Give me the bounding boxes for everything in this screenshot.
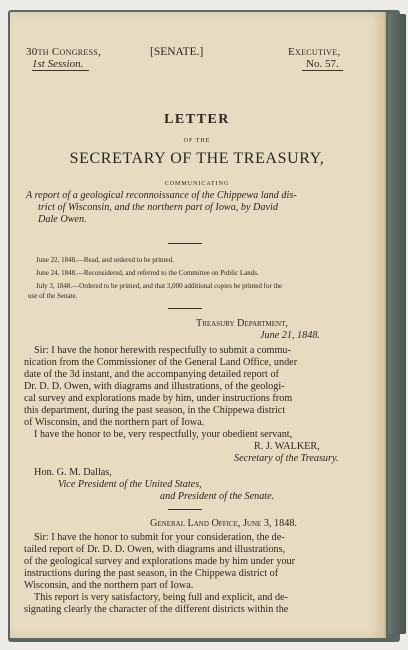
letter2-line-2: tailed report of Dr. D. D. Owen, with diagrams and illustrations, bbox=[24, 544, 286, 555]
letter1-date: June 21, 1848. bbox=[260, 330, 320, 341]
addressee-title-2: and President of the Senate. bbox=[160, 491, 275, 502]
addressee-title-1: Vice President of the United States, bbox=[58, 479, 202, 490]
section-divider-3 bbox=[168, 509, 202, 510]
letter1-line-4: Dr. D. D. Owen, with diagrams and illustrations, of the geologi- bbox=[24, 381, 285, 392]
executive-label: Executive, bbox=[288, 46, 341, 58]
letter2-line-6: This report is very satisfactory, being full and explicit, and de- bbox=[34, 592, 288, 603]
document-number: No. 57. bbox=[302, 58, 343, 71]
letter2-line-7: signating clearly the character of the different districts within the bbox=[24, 604, 289, 615]
letter1-line-6: this department, during the past season, in the Chippewa district bbox=[24, 405, 286, 416]
secretary-title: SECRETARY OF THE TREASURY, bbox=[69, 150, 325, 167]
of-the-label: OF THE bbox=[183, 138, 211, 144]
abstract-line-3: Dale Owen. bbox=[38, 214, 87, 225]
letter2-line-5: Wisconsin, and the northern part of Iowa. bbox=[24, 580, 194, 591]
letter1-line-3: date of the 3d instant, and the accompanying detailed report of bbox=[24, 369, 279, 380]
abstract-line-1: A report of a geological reconnoissance of the Chippewa land dis- bbox=[26, 190, 297, 201]
date-entry-3: July 3, 1848.—Ordered to be printed, and that 3,000 additional copies be printed for the bbox=[36, 282, 283, 290]
letter2-line-3: of the geological survey and explorations made by him under your bbox=[24, 556, 296, 567]
abstract-line-2: trict of Wisconsin, and the northern part of Iowa, by David bbox=[38, 202, 278, 213]
letter2-line-4: instructions during the past season, in the Chippewa district of bbox=[24, 568, 279, 579]
letter1-line-5: cal survey and explorations made by him, under instructions from bbox=[24, 393, 293, 404]
signer-name: R. J. WALKER, bbox=[254, 441, 320, 452]
section-divider-2 bbox=[168, 308, 202, 309]
treasury-dept-heading: Treasury Department, bbox=[196, 318, 288, 329]
signer-title: Secretary of the Treasury. bbox=[234, 453, 339, 464]
communicating-label: COMMUNICATING bbox=[164, 181, 230, 187]
section-divider bbox=[168, 243, 202, 244]
congress-label: 30th Congress, bbox=[26, 46, 102, 58]
date-entry-3-cont: use of the Senate. bbox=[28, 292, 78, 300]
letter-heading: LETTER bbox=[164, 112, 230, 127]
letter2-line-1: Sir: I have the honor to submit for your consideration, the de- bbox=[34, 532, 285, 543]
addressee-name: Hon. G. M. Dallas, bbox=[34, 467, 112, 478]
book-cover-edge bbox=[388, 14, 406, 634]
date-entry-1: June 22, 1848.—Read, and ordered to be printed. bbox=[36, 256, 174, 264]
letter1-line-1: Sir: I have the honor herewith respectfully to submit a commu- bbox=[34, 345, 291, 356]
senate-label: [SENATE.] bbox=[150, 46, 204, 58]
land-office-heading: General Land Office, June 3, 1848. bbox=[150, 518, 297, 529]
date-entry-2: June 24, 1848.—Reconsidered, and referred to the Committee on Public Lands. bbox=[36, 269, 259, 277]
letter1-line-7: of Wisconsin, and the northern part of Iowa. bbox=[24, 417, 205, 428]
letter1-line-2: nication from the Commissioner of the General Land Office, under bbox=[24, 357, 298, 368]
session-label: 1st Session. bbox=[32, 58, 89, 71]
letter1-closing: I have the honor to be, very respectfully, your obedient servant, bbox=[34, 429, 293, 440]
document-page bbox=[10, 12, 386, 638]
